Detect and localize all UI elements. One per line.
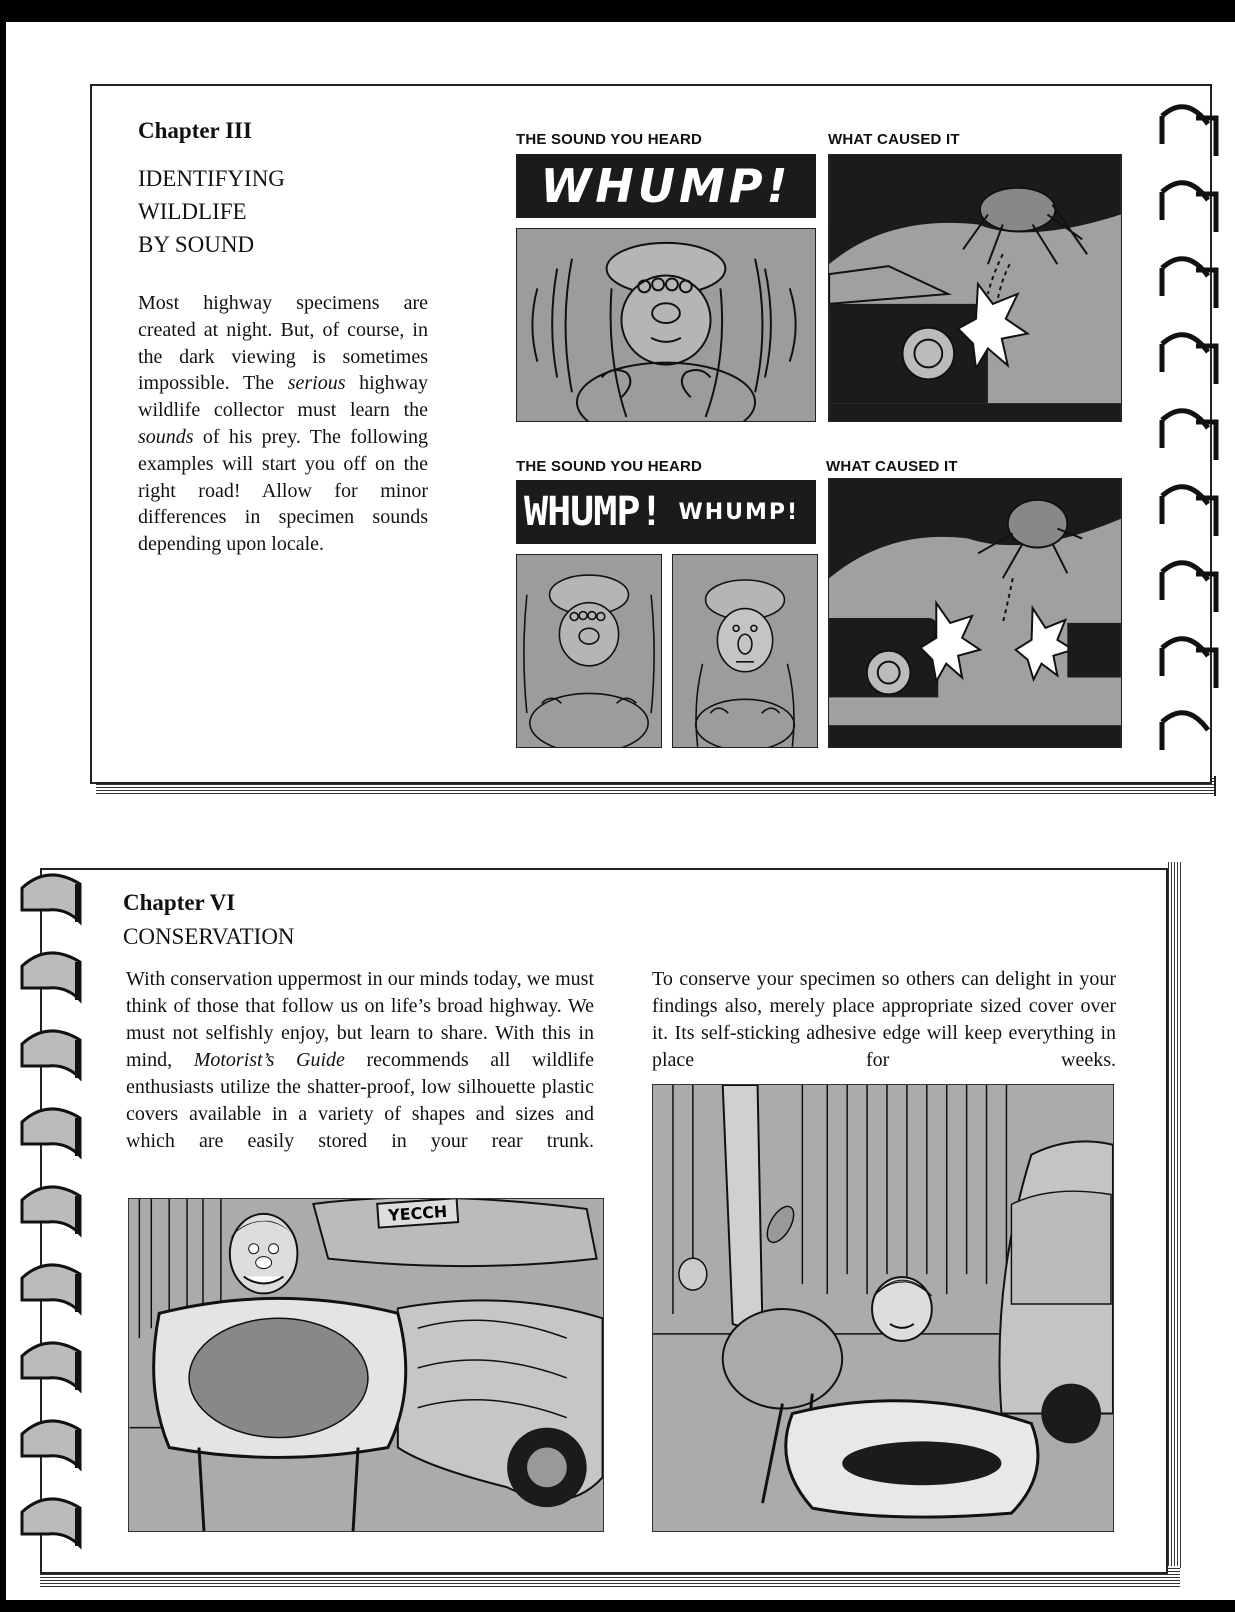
- body-text: highway wildlife collector must learn the: [138, 372, 429, 422]
- scan-left-border: [0, 0, 6, 1612]
- page2-edge-stack-right: [1166, 862, 1182, 1568]
- spiral-binding-left: [8, 860, 88, 1550]
- panel-driver-calm: [672, 554, 818, 748]
- body-emphasis: Motorist’s Guide: [193, 1049, 345, 1071]
- driver-calm-illustration: [673, 555, 817, 747]
- chapter-3-heading: Chapter III: [138, 118, 252, 143]
- placing-cover-illustration: [653, 1085, 1113, 1531]
- illustration-man-with-cover: [128, 1198, 604, 1532]
- panel-deer-double-hit: [828, 478, 1122, 748]
- sound-box-double-whump: [516, 480, 816, 544]
- conservation-text-left: [126, 966, 594, 1155]
- man-trunk-cover-illustration: [129, 1199, 603, 1531]
- trunk-sign-text: YECCH: [387, 1201, 448, 1225]
- driver-illustration: [517, 229, 815, 421]
- sound-label-1: THE SOUND YOU HEARD: [516, 131, 703, 148]
- chapter-6-title: CONSERVATION: [123, 924, 295, 949]
- chapter-3-body: [138, 290, 428, 558]
- body-emphasis: sounds: [138, 425, 194, 448]
- chapter-3-title: IDENTIFYING WILDLIFE BY SOUND: [138, 166, 285, 257]
- body-text: recommends all wildlife enthusiasts utilize the shatter-proof, low silhouette plastic covers available in a variety of shapes and sizes and which are easily stored in your rear trunk.: [126, 1049, 595, 1152]
- panel-driver-shaken: [516, 228, 816, 422]
- conservation-text-right: To conserve your specimen so others can delight in your findings also, merely place appropriate sized cover over it. Its self-sticking adhesive edge will keep everything in place for weeks.: [652, 968, 1116, 1071]
- deer-collision-illustration: [829, 155, 1121, 421]
- chapter-6-heading: Chapter VI: [123, 890, 236, 915]
- cause-label-2: WHAT CAUSED IT: [826, 458, 958, 475]
- spiral-binding-right: [1156, 96, 1228, 756]
- panel-driver-shaken-small: [516, 554, 662, 748]
- scan-bottom-border: [0, 1600, 1235, 1612]
- sound-text-whump: WHUMP!: [540, 159, 792, 213]
- illustration-placing-cover: [652, 1084, 1114, 1532]
- cause-label-1: WHAT CAUSED IT: [828, 131, 960, 148]
- body-emphasis: serious: [287, 372, 346, 395]
- sound-text-whump-soft: WHUMP!: [678, 499, 800, 525]
- sound-label-2: THE SOUND YOU HEARD: [516, 458, 703, 475]
- body-text: of his prey. The following examples will start you off on the right road! Allow for minor differences in specimen sounds depending upon locale.: [138, 425, 429, 556]
- body-text: Most highway specimens are created at night. But, of course, in the dark viewing is sometimes impossible. The: [138, 292, 428, 395]
- driver-illustration-small: [517, 555, 661, 747]
- scan-top-border: [0, 0, 1235, 22]
- body-text: With conservation uppermost in our minds today, we must think of those that follow us on life’s broad highway. We must not selfishly enjoy, but learn to share. With this in mind,: [126, 968, 594, 1071]
- deer-double-collision-illustration: [829, 479, 1121, 747]
- sound-box-whump: [516, 154, 816, 218]
- panel-deer-hit: [828, 154, 1122, 422]
- sound-text-whump-loud: WHUMP!: [524, 489, 663, 535]
